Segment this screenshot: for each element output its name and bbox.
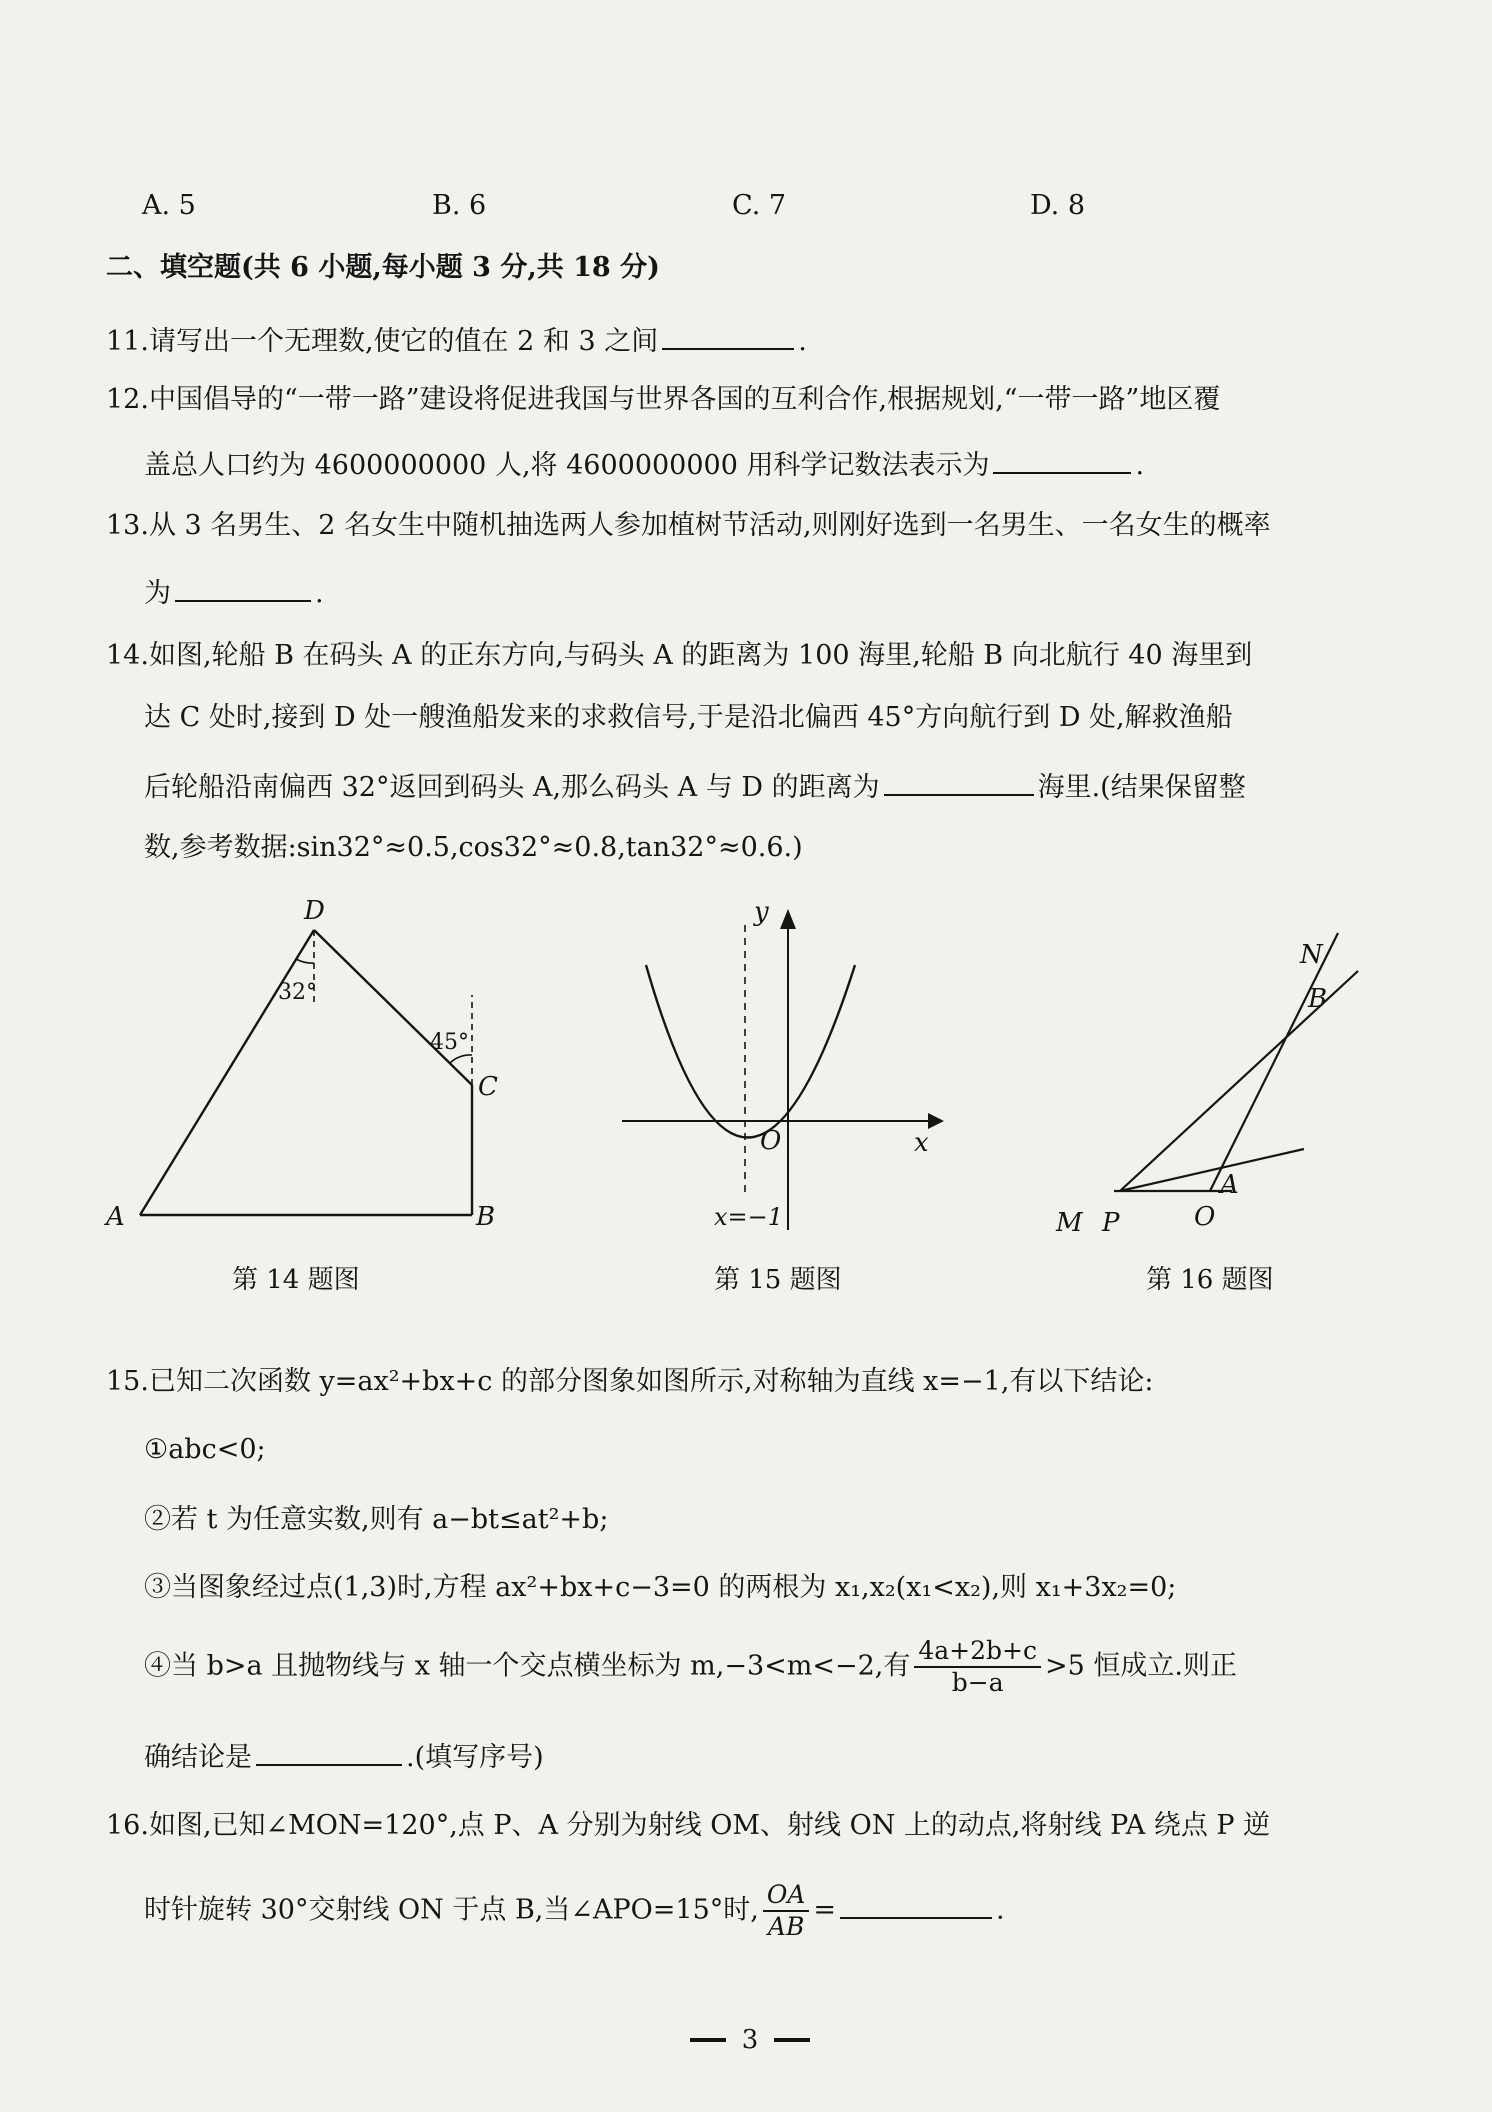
question-14-line-1: 14.如图,轮船 B 在码头 A 的正东方向,与码头 A 的距离为 100 海里,轮船 B 向北航行 40 海里到: [106, 640, 1253, 671]
option-c: C. 7: [732, 190, 787, 221]
angle-arc-c: [450, 1055, 472, 1063]
question-16-line-1: 16.如图,已知∠MON=120°,点 P、A 分别为射线 OM、射线 ON 上的动点,将射线 PA 绕点 P 逆: [106, 1810, 1271, 1841]
option-d: D. 8: [1030, 190, 1086, 221]
question-11: [106, 318, 807, 362]
fraction-numerator: 4a+2b+c: [914, 1636, 1041, 1668]
question-14-line-4: 数,参考数据:sin32°≈0.5,cos32°≈0.8,tan32°≈0.6.): [144, 832, 803, 863]
figure-15: [610, 895, 950, 1235]
question-16-end: .: [996, 1894, 1005, 1926]
option-a: A. 5: [142, 190, 196, 221]
conclusion-4-fraction: [914, 1636, 1041, 1698]
label-angle-45: 45°: [430, 1030, 469, 1055]
label-o: O: [1194, 1202, 1216, 1232]
question-16-line-2: [144, 1880, 1005, 1942]
label-y: y: [754, 897, 769, 927]
x-axis-arrow: [928, 1113, 944, 1129]
fraction-denominator: AB: [767, 1912, 805, 1941]
question-12-line-1: 12.中国倡导的“一带一路”建设将促进我国与世界各国的互利合作,根据规划,“一带一路”地区覆: [106, 384, 1221, 415]
conclusion-4: [144, 1636, 1237, 1698]
label-b: B: [1308, 984, 1328, 1014]
answer-blank-16: [840, 1887, 992, 1919]
question-13-line-1: 13.从 3 名男生、2 名女生中随机抽选两人参加植树节活动,则刚好选到一名男生、一名女生的概率: [106, 510, 1271, 541]
label-n: N: [1300, 940, 1323, 970]
label-angle-32: 32°: [278, 980, 317, 1005]
label-a: A: [1220, 1170, 1239, 1200]
question-14-text-a: 后轮船沿南偏西 32°返回到码头 A,那么码头 A 与 D 的距离为: [144, 772, 880, 803]
question-13-line-2: [144, 570, 324, 614]
angle-arc-d: [296, 959, 314, 963]
fraction-denominator: b−a: [951, 1668, 1004, 1697]
footer-dash-left: [690, 2038, 726, 2042]
figure-14-caption: 第 14 题图: [232, 1265, 360, 1295]
page-footer: [690, 2020, 810, 2060]
y-axis-arrow: [780, 909, 796, 929]
conclusion-4-text-b: >5 恒成立.则正: [1045, 1650, 1237, 1682]
page-number: 3: [741, 2025, 759, 2055]
question-12-line-2: [144, 442, 1144, 486]
question-13-end: .: [315, 578, 324, 609]
label-m: M: [1056, 1208, 1083, 1235]
section-header: 二、填空题(共 6 小题,每小题 3 分,共 18 分): [106, 252, 660, 283]
answer-blank-14: [884, 764, 1034, 796]
segment-da: [140, 930, 314, 1215]
label-x: x: [914, 1128, 929, 1158]
question-15-text-b: .(填写序号): [406, 1742, 544, 1773]
answer-blank-12: [993, 442, 1131, 474]
question-15-text-a: 确结论是: [144, 1742, 252, 1773]
question-11-text: 11.请写出一个无理数,使它的值在 2 和 3 之间: [106, 326, 659, 357]
question-12-end: .: [1135, 450, 1145, 481]
question-15-line-1: 15.已知二次函数 y=ax²+bx+c 的部分图象如图所示,对称轴为直线 x=−1,有以下结论:: [106, 1366, 1154, 1397]
label-p: P: [1102, 1208, 1120, 1235]
label-b: B: [476, 1202, 496, 1232]
question-12-text: 盖总人口约为 4600000000 人,将 4600000000 用科学记数法表示为: [144, 450, 990, 481]
question-14-line-3: [144, 764, 1246, 808]
label-symmetry-axis: x=−1: [714, 1203, 784, 1231]
figure-16: [1050, 895, 1390, 1235]
option-b: B. 6: [432, 190, 487, 221]
parabola: [646, 965, 855, 1138]
conclusion-2: ②若 t 为任意实数,则有 a−bt≤at²+b;: [144, 1504, 609, 1535]
question-16-text-a: 时针旋转 30°交射线 ON 于点 B,当∠APO=15°时,: [144, 1894, 759, 1926]
answer-blank-15: [256, 1734, 402, 1766]
figure-14: [100, 895, 530, 1235]
label-c: C: [478, 1072, 498, 1102]
segment-cd: [314, 930, 472, 1085]
answer-blank-13: [175, 570, 311, 602]
fraction-numerator: OA: [763, 1880, 810, 1912]
question-16-fraction: [763, 1880, 810, 1942]
ray-on: [1210, 933, 1338, 1191]
answer-blank-11: [662, 318, 794, 350]
footer-dash-right: [774, 2038, 810, 2042]
label-a: A: [106, 1202, 125, 1232]
question-11-end: .: [798, 326, 807, 357]
figure-16-caption: 第 16 题图: [1146, 1265, 1274, 1295]
question-14-line-2: 达 C 处时,接到 D 处一艘渔船发来的求救信号,于是沿北偏西 45°方向航行到 D 处,解救渔船: [144, 702, 1233, 733]
conclusion-3: ③当图象经过点(1,3)时,方程 ax²+bx+c−3=0 的两根为 x₁,x₂(x₁<x₂),则 x₁+3x₂=0;: [144, 1572, 1177, 1603]
question-14-text-b: 海里.(结果保留整: [1037, 772, 1246, 803]
question-13-text: 为: [144, 578, 171, 609]
label-o: O: [760, 1126, 782, 1156]
label-d: D: [304, 896, 325, 926]
conclusion-1: ①abc<0;: [144, 1434, 266, 1465]
question-16-equals: =: [813, 1894, 837, 1926]
question-15-answer-line: [144, 1734, 544, 1778]
figure-15-caption: 第 15 题图: [714, 1265, 842, 1295]
conclusion-4-text-a: ④当 b>a 且抛物线与 x 轴一个交点横坐标为 m,−3<m<−2,有: [144, 1650, 911, 1682]
